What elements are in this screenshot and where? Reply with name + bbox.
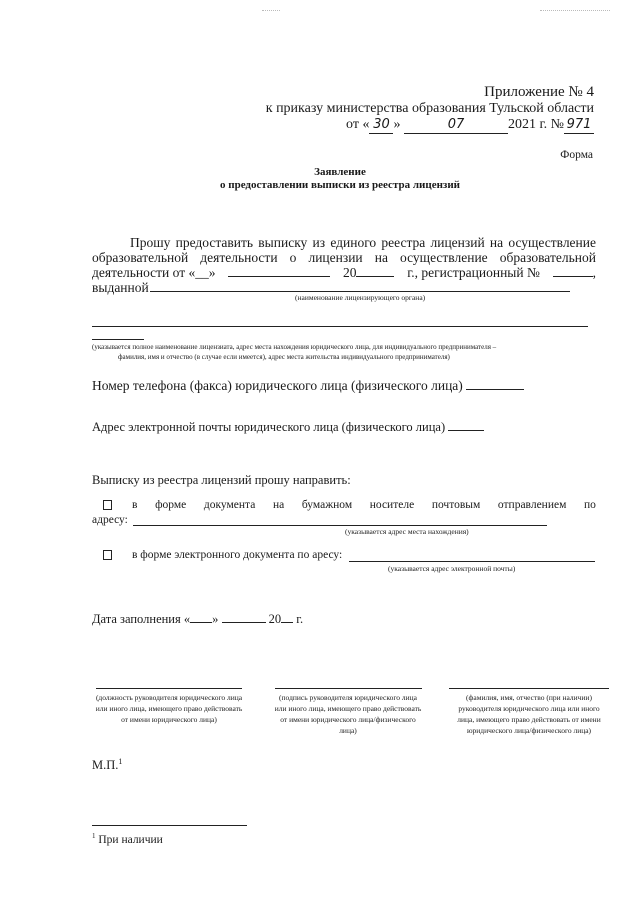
position-caption: (должность руководителя юридического лица или иного лица, имеющего право действовать от имени юридического лица) bbox=[95, 693, 243, 724]
full-name-caption: (фамилия, имя, отчество (при наличии) руководителя юридического лица или иного лица, имеющего право действовать от имени юридического лица/физического лица) bbox=[457, 693, 601, 735]
license-date-field[interactable] bbox=[228, 265, 330, 277]
footnote-separator bbox=[92, 825, 247, 826]
registration-number-field[interactable] bbox=[553, 265, 593, 277]
licensee-field[interactable] bbox=[92, 326, 588, 327]
option-paper-checkbox[interactable] bbox=[103, 500, 112, 510]
send-method-label: Выписку из реестра лицензий прошу направить: bbox=[92, 473, 351, 487]
issued-by-hint: (наименование лицензирующего органа) bbox=[295, 293, 426, 302]
paper-address-label: адресу: bbox=[92, 514, 128, 526]
footnote: $^1$ При наличии bbox=[92, 832, 163, 846]
phone-row: Номер телефона (факса) юридического лица (физического лица) bbox=[92, 378, 524, 394]
fill-month-field[interactable] bbox=[222, 611, 266, 623]
option-electronic-checkbox[interactable] bbox=[103, 550, 112, 560]
document-title: Заявление bbox=[314, 166, 366, 178]
form-label: Форма bbox=[560, 149, 593, 161]
signature-caption: (подпись руководителя юридического лица или иного лица, имеющего право действовать от имени юридического лица/физического лица) bbox=[274, 693, 422, 735]
appendix-line1: Приложение № 4 bbox=[484, 84, 594, 100]
scan-artifact bbox=[540, 10, 610, 12]
licensee-field-short[interactable] bbox=[92, 339, 144, 340]
appendix-line2: к приказу министерства образования Тульской области bbox=[265, 101, 594, 116]
issued-by-label: выданной bbox=[92, 280, 149, 295]
email-row: Адрес электронной почты юридического лица (физического лица) bbox=[92, 419, 484, 435]
option-electronic-row: в форме электронного документа по аресу: bbox=[103, 549, 342, 561]
document-subtitle: о предоставлении выписки из реестра лицензий bbox=[219, 179, 461, 191]
scan-artifact bbox=[262, 10, 280, 12]
full-name-signature-line[interactable] bbox=[449, 688, 609, 689]
fill-day-field[interactable] bbox=[190, 611, 212, 623]
stamp-label: М.П.$^1$ bbox=[92, 757, 123, 773]
request-line2: образовательной деятельности о лицензии на осуществление образовательной bbox=[92, 250, 596, 265]
handwritten-month: 07 bbox=[404, 118, 508, 134]
email-field[interactable] bbox=[448, 419, 484, 431]
electronic-address-hint: (указывается адрес электронной почты) bbox=[388, 564, 516, 573]
paper-address-field[interactable] bbox=[133, 525, 547, 526]
position-signature-line[interactable] bbox=[96, 688, 242, 689]
electronic-address-field[interactable] bbox=[349, 561, 595, 562]
licensee-hint-1: (указывается полное наименование лицензиата, адрес места нахождения юридического лица, для индивидуального предпринимателя – bbox=[92, 343, 497, 351]
option-paper-row: в форме документа на бумажном носителе почтовым отправлением по bbox=[103, 499, 596, 511]
handwritten-number: 971 bbox=[564, 118, 594, 134]
request-line1: Прошу предоставить выписку из единого реестра лицензий на осуществление bbox=[130, 235, 596, 250]
appendix-date-number: от « 30 » 07 2021 г. № 971 bbox=[346, 117, 594, 134]
phone-field[interactable] bbox=[466, 378, 524, 390]
handwritten-day: 30 bbox=[369, 118, 393, 134]
signature-line[interactable] bbox=[275, 688, 422, 689]
request-line3: деятельности от «__» 20 г., регистрационный № , bbox=[92, 265, 596, 280]
license-year-field[interactable] bbox=[356, 265, 394, 277]
fill-year-field[interactable] bbox=[281, 611, 293, 623]
fill-date-row: Дата заполнения « » 20 г. bbox=[92, 612, 304, 626]
paper-address-hint: (указывается адрес места нахождения) bbox=[345, 527, 469, 536]
licensee-hint-2: фамилия, имя и отчество (в случае если имеется), адрес места жительства индивидуального предпринимателя) bbox=[118, 353, 450, 361]
